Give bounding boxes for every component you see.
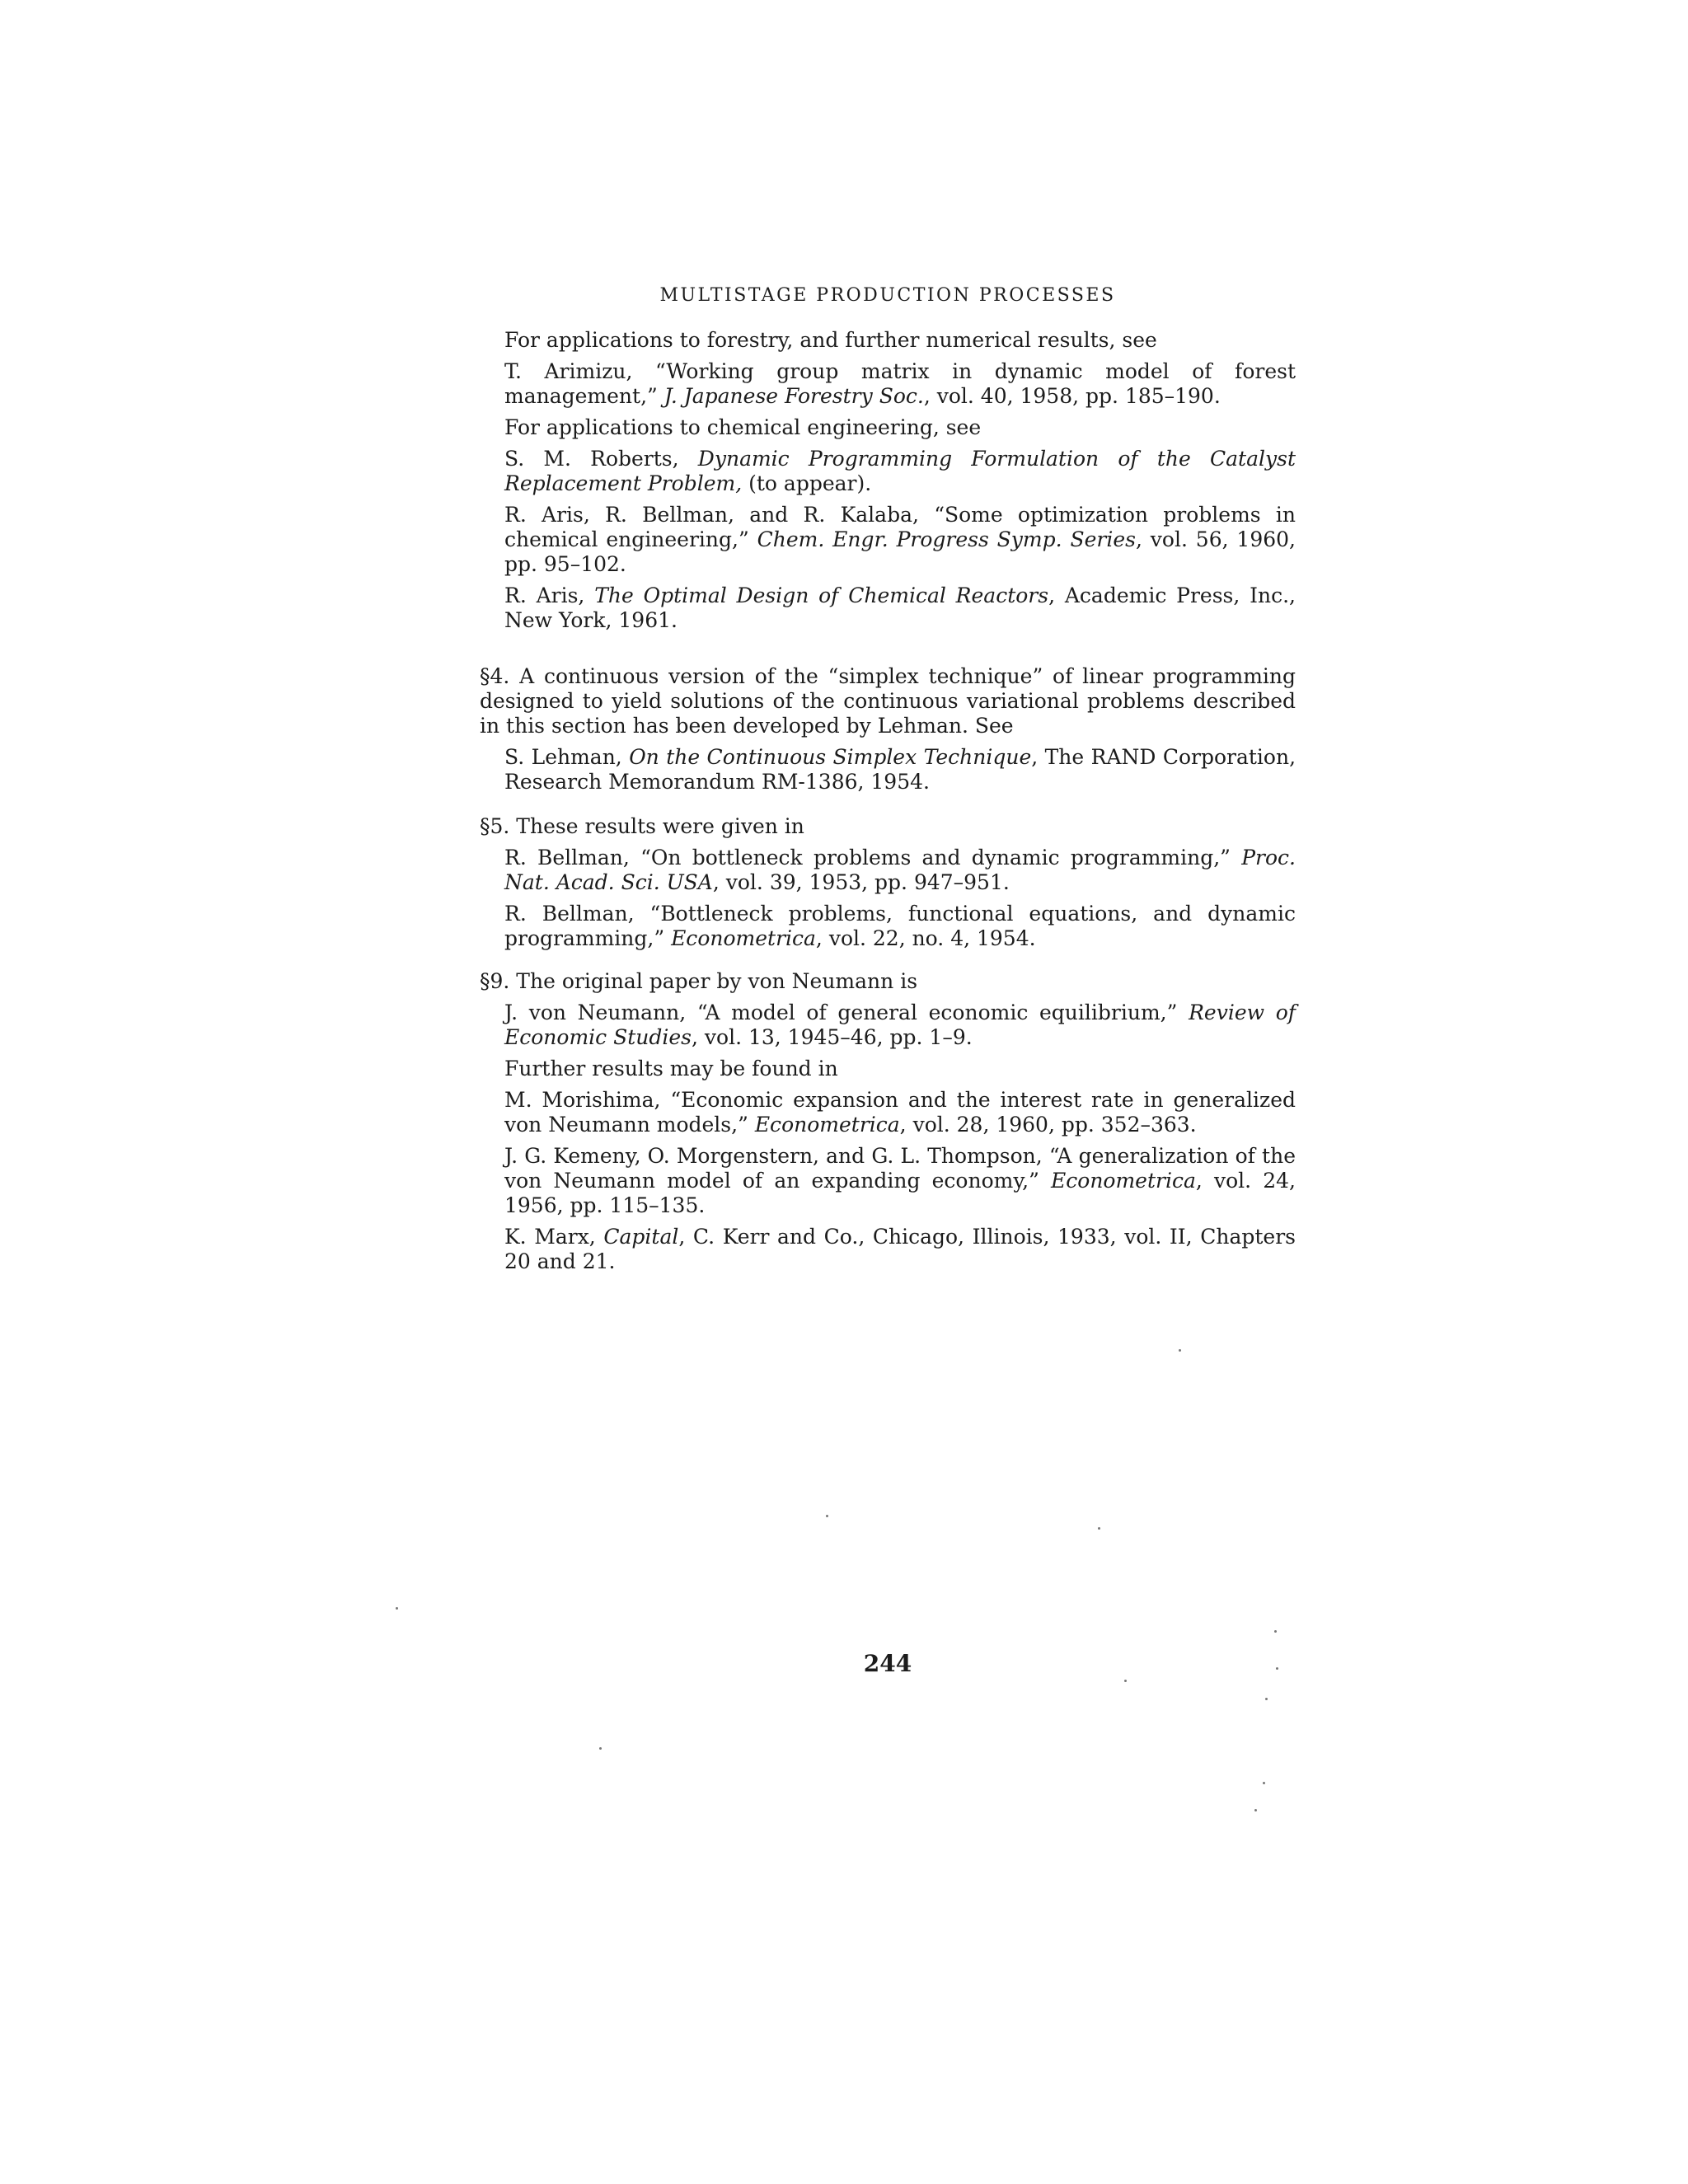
reference-marx: K. Marx, Capital, C. Kerr and Co., Chicago, Illinois, 1933, vol. II, Chapters 20 and 21. — [504, 1225, 1296, 1273]
further-results-intro: Further results may be found in — [504, 1057, 838, 1080]
scan-speck — [1265, 1698, 1268, 1700]
scan-speck — [396, 1607, 398, 1610]
scan-speck — [826, 1515, 828, 1517]
reference-morishima: M. Morishima, “Economic expansion and the interest rate in generalized von Neumann models,” Econometrica, vol. 28, 1960, pp. 352–363. — [504, 1088, 1296, 1137]
scan-speck — [1179, 1349, 1181, 1352]
scan-speck — [1098, 1527, 1100, 1530]
reference-lehman: S. Lehman, On the Continuous Simplex Technique, The RAND Corporation, Research Memorandum RM-1386, 1954. — [504, 745, 1296, 794]
section-4-note — [480, 664, 1296, 794]
section-5-text: §5. These results were given in — [480, 814, 804, 838]
section-4-text: §4. A continuous version of the “simplex technique” of linear programming designed to yield solutions of the continuous variational problems described in this section has been developed by Lehman. See — [480, 664, 1296, 738]
page-number: 244 — [863, 1650, 912, 1677]
scan-speck — [1124, 1680, 1127, 1682]
reference-arimizu: T. Arimizu, “Working group matrix in dynamic model of forest management,” J. Japanese Forestry Soc., vol. 40, 1958, pp. 185–190. — [504, 359, 1296, 408]
scan-speck — [599, 1747, 602, 1750]
scan-speck — [1276, 1667, 1278, 1670]
book-page — [480, 0, 1296, 2184]
scan-speck — [1263, 1782, 1265, 1784]
reference-von-neumann: J. von Neumann, “A model of general economic equilibrium,” Review of Economic Studies, vol. 13, 1945–46, pp. 1–9. — [504, 1001, 1296, 1049]
section-9-note — [480, 969, 1296, 1274]
references-block-forestry-chemical — [480, 328, 1296, 633]
scan-speck — [1254, 1809, 1257, 1811]
running-head: MULTISTAGE PRODUCTION PROCESSES — [659, 285, 1116, 306]
section-5-note — [480, 814, 1296, 951]
reference-bellman-econometrica: R. Bellman, “Bottleneck problems, functional equations, and dynamic programming,” Econometrica, vol. 22, no. 4, 1954. — [504, 902, 1296, 950]
reference-roberts: S. M. Roberts, Dynamic Programming Formulation of the Catalyst Replacement Problem, (to appear). — [504, 447, 1296, 495]
chemical-intro: For applications to chemical engineering, see — [504, 415, 982, 439]
reference-aris-book: R. Aris, The Optimal Design of Chemical Reactors, Academic Press, Inc., New York, 1961. — [504, 583, 1296, 632]
scan-speck — [1274, 1630, 1277, 1633]
forestry-intro: For applications to forestry, and further numerical results, see — [504, 328, 1157, 352]
section-9-text: §9. The original paper by von Neumann is — [480, 969, 918, 993]
reference-kemeny-morgenstern-thompson: J. G. Kemeny, O. Morgenstern, and G. L. Thompson, “A generalization of the von Neumann model of an expanding economy,” Econometrica, vol. 24, 1956, pp. 115–135. — [504, 1144, 1296, 1217]
reference-aris-bellman-kalaba: R. Aris, R. Bellman, and R. Kalaba, “Some optimization problems in chemical engineering,” Chem. Engr. Progress Symp. Series, vol. 56, 1960, pp. 95–102. — [504, 503, 1296, 576]
reference-bellman-bottleneck: R. Bellman, “On bottleneck problems and dynamic programming,” Proc. Nat. Acad. Sci. USA, vol. 39, 1953, pp. 947–951. — [504, 846, 1296, 894]
